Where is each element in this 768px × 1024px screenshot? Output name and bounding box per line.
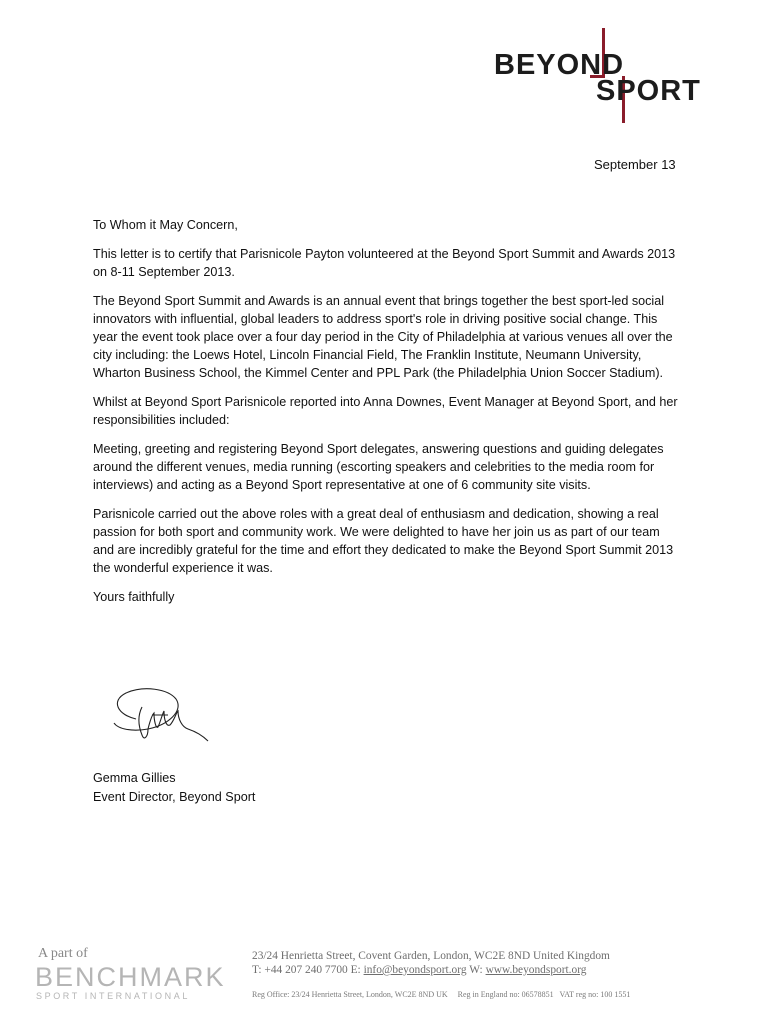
letter-date: September 13 <box>594 157 676 172</box>
closing: Yours faithfully <box>93 590 175 604</box>
logo-word-beyond: BEYOND <box>494 49 625 81</box>
salutation: To Whom it May Concern, <box>93 218 238 232</box>
paragraph-2: The Beyond Sport Summit and Awards is an annual event that brings together the best sport-led social innovators with influential, global leaders to address sport's role in driving positive social change. This year the event took place over a four day period in the City of Philadelphia at various venues all over the city including: the Loews Hotel, Lincoln Financial Field, The Franklin Institute, Neumann University, Wharton Business School, the Kimmel Center and PPL Park (the Philadelphia Union Soccer Stadium). <box>93 294 673 380</box>
footer-tel: T: +44 207 240 7700 <box>252 964 348 976</box>
signer-block <box>93 769 255 807</box>
benchmark-subtitle: SPORT INTERNATIONAL <box>36 991 190 1001</box>
footer-part-of: A part of <box>38 946 88 961</box>
footer-web-link[interactable]: www.beyondsport.org <box>485 964 587 976</box>
footer-registration <box>252 990 630 999</box>
footer-web-label: W: <box>469 964 483 976</box>
signer-title: Event Director, Beyond Sport <box>93 790 256 804</box>
footer-reg-england: Reg in England no: 06578851 <box>457 990 554 999</box>
footer-reg-office: Reg Office: 23/24 Henrietta Street, London, WC2E 8ND UK <box>252 990 448 999</box>
footer-email-link[interactable]: info@beyondsport.org <box>363 964 467 976</box>
footer-contact-line <box>252 963 610 977</box>
footer-address: 23/24 Henrietta Street, Covent Garden, London, WC2E 8ND United Kingdom <box>252 950 610 962</box>
footer-vat: VAT reg no: 100 1551 <box>559 990 631 999</box>
footer-email-label: E: <box>350 964 361 976</box>
paragraph-4: Meeting, greeting and registering Beyond Sport delegates, answering questions and guiding delegates around the different venues, media running (escorting speakers and celebrities to the media room for interviews) and acting as a Beyond Sport representative at one of 6 community site visits. <box>93 442 664 492</box>
signer-name: Gemma Gillies <box>93 771 176 785</box>
signature-image <box>108 685 212 747</box>
footer-address-block <box>252 949 610 977</box>
beyond-sport-logo <box>492 28 722 123</box>
logo-word-sport: SPORT <box>596 75 701 107</box>
letter-body <box>93 216 683 617</box>
paragraph-3: Whilst at Beyond Sport Parisnicole reported into Anna Downes, Event Manager at Beyond Sport, and her responsibilities included: <box>93 395 678 427</box>
benchmark-logo-text: BENCHMARK <box>35 962 226 992</box>
paragraph-1: This letter is to certify that Parisnicole Payton volunteered at the Beyond Sport Summit and Awards 2013 on 8-11 September 2013. <box>93 247 676 279</box>
paragraph-5: Parisnicole carried out the above roles with a great deal of enthusiasm and dedication, showing a real passion for both sport and community work. We were delighted to have her join us as part of our team and are incredibly grateful for the time and effort they dedicated to make the Beyond Sport Summit 2013 the wonderful experience it was. <box>93 507 674 575</box>
